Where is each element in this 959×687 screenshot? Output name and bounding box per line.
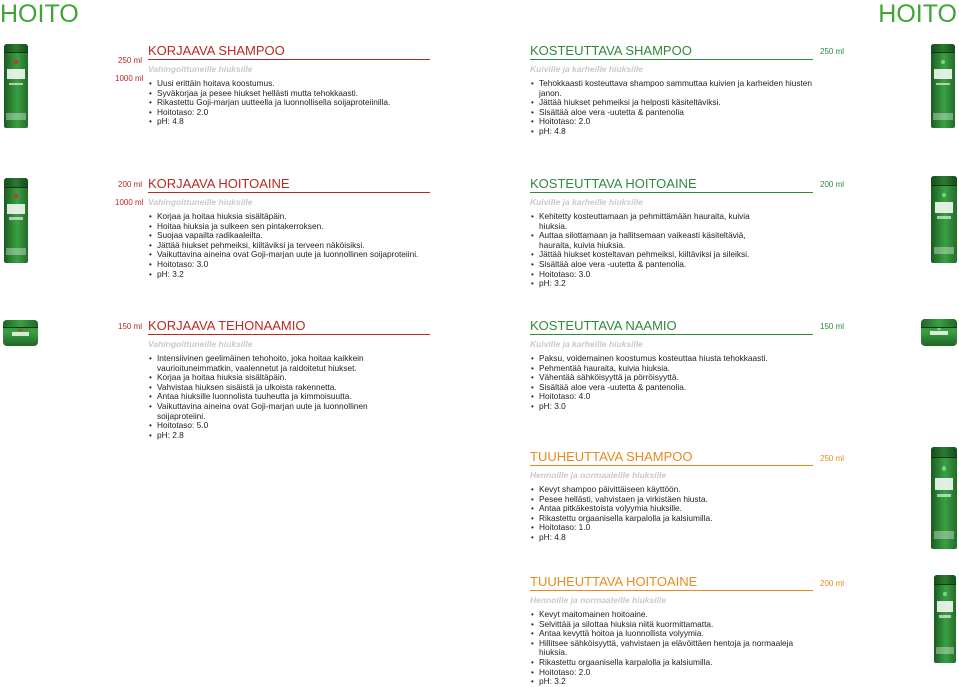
- list-item: • Hoitotaso: 2.0: [530, 668, 820, 678]
- list-item: • Antaa hiuksille luonnolista tuuheutta ja kimmoisuutta.: [148, 392, 418, 402]
- tuuheuttava-shampoo-subtitle: Hennoille ja normaaleille hiuksille: [530, 470, 667, 480]
- list-item: • Jättää hiukset pehmeiksi, kiiltäviksi ja terveen näköisiksi.: [148, 241, 430, 251]
- list-item: • Kevyt maitomainen hoitoaine.: [530, 610, 820, 620]
- list-item: • pH: 4.8: [148, 117, 430, 127]
- list-item: • Tehokkaasti kosteuttava shampoo sammuttaa kuivien ja karheiden hiusten janon.: [530, 79, 813, 98]
- list-item: • Jättää hiukset kosteltavan pehmeiksi, kiiltäviksi ja sileiksi.: [530, 250, 780, 260]
- list-item: • Jättää hiukset pehmeiksi ja helposti käsiteltäviksi.: [530, 98, 813, 108]
- korjaava-shampoo-section: [148, 43, 430, 127]
- list-item: • Intensiivinen geelimäinen tehohoito, joka hoitaa kaikkein vaurioituneimmatkin, vaalennetut ja raidoitetut hiukset.: [148, 354, 418, 373]
- list-item: • Pehmentää hauraita, kuivia hiuksia.: [530, 364, 813, 374]
- korjaava-tehonaamio-section: [148, 318, 430, 440]
- list-item: • Hoitotaso: 2.0: [148, 108, 430, 118]
- list-item: • Pesee hellästi, vahvistaen ja virkistäen hiusta.: [530, 495, 813, 505]
- list-item: • Hoitotaso: 5.0: [148, 421, 418, 431]
- kosteuttava-naamio-subtitle: Kuiville ja karheille hiuksille: [530, 339, 643, 349]
- list-item: • Kevyt shampoo päivittäiseen käyttöön.: [530, 485, 813, 495]
- list-item: • Antaa kevyttä hoitoa ja luonnollista volyymia.: [530, 629, 820, 639]
- list-item: • Hoitotaso: 1.0: [530, 523, 813, 533]
- list-item: • Korjaa ja hoitaa hiuksia sisältäpäin.: [148, 212, 430, 222]
- korjaava-tehonaamio-bullets: [148, 354, 418, 440]
- list-item: • Selvittää ja silottaa hiuksia niitä kuormittamatta.: [530, 620, 820, 630]
- list-item: • pH: 3.0: [530, 402, 813, 412]
- list-item: • Syväkorjaa ja pesee hiukset hellästi mutta tehokkaasti.: [148, 89, 430, 99]
- kosteuttava-naamio-section: [530, 318, 813, 412]
- tuuheuttava-hoitoaine-section: [530, 574, 813, 687]
- kosteuttava-hoitoaine-bottle-image: [931, 176, 957, 263]
- korjaava-hoitoaine-subtitle: Vahingoittuneille hiuksille: [148, 197, 253, 207]
- list-item: • Hoitotaso: 3.0: [530, 270, 780, 280]
- tuuheuttava-shampoo-size-250: 250 ml: [820, 454, 845, 463]
- kosteuttava-hoitoaine-size-200: 200 ml: [820, 180, 845, 189]
- list-item: • Kehitetty kosteuttamaan ja pehmittämään hauraita, kuivia hiuksia.: [530, 212, 780, 231]
- tuuheuttava-hoitoaine-size-200: 200 ml: [820, 579, 845, 588]
- list-item: • Antaa pitkäkestoista volyymia hiuksille.: [530, 504, 813, 514]
- tuuheuttava-shampoo-bottle-image: [931, 447, 957, 549]
- list-item: • Hillitsee sähköisyyttä, vahvistaen ja elävöittäen hentoja ja normaaleja hiuksia.: [530, 639, 820, 658]
- kosteuttava-naamio-size-150: 150 ml: [820, 322, 845, 331]
- korjaava-shampoo-size-1000: 1000 ml: [115, 74, 144, 83]
- list-item: • pH: 3.2: [530, 279, 780, 289]
- korjaava-hoitoaine-section: [148, 176, 430, 279]
- list-item: • Korjaa ja hoitaa hiuksia sisältäpäin.: [148, 373, 418, 383]
- tuuheuttava-shampoo-bullets: [530, 485, 813, 543]
- kosteuttava-shampoo-size-250: 250 ml: [820, 47, 845, 56]
- korjaava-hoitoaine-size-200: 200 ml: [118, 180, 143, 189]
- korjaava-shampoo-subtitle: Vahingoittuneille hiuksille: [148, 64, 253, 74]
- list-item: • Hoitotaso: 3.0: [148, 260, 430, 270]
- kosteuttava-shampoo-section: [530, 43, 813, 137]
- korjaava-hoitoaine-size-1000: 1000 ml: [115, 198, 144, 207]
- korjaava-hoitoaine-bullets: [148, 212, 430, 279]
- list-item: • Uusi erittäin hoitava koostumus.: [148, 79, 430, 89]
- list-item: • Rikastettu orgaanisella karpalolla ja kalsiumilla.: [530, 658, 820, 668]
- kosteuttava-hoitoaine-bullets: [530, 212, 780, 289]
- korjaava-shampoo-size-250: 250 ml: [118, 56, 143, 65]
- kosteuttava-hoitoaine-subtitle: Kuiville ja karheille hiuksille: [530, 197, 643, 207]
- page-heading-right: HOITO: [878, 0, 957, 28]
- korjaava-hoitoaine-title: KORJAAVA HOITOAINE: [148, 176, 430, 193]
- list-item: • Sisältää aloe vera -uutetta & pantenolia: [530, 108, 813, 118]
- korjaava-hoitoaine-bottle-image: [4, 178, 28, 263]
- kosteuttava-shampoo-subtitle: Kuiville ja karheille hiuksille: [530, 64, 643, 74]
- korjaava-tehonaamio-subtitle: Vahingoittuneille hiuksille: [148, 339, 253, 349]
- list-item: • Sisältää aloe vera -uutetta & pantenolia.: [530, 383, 813, 393]
- tuuheuttava-shampoo-title: TUUHEUTTAVA SHAMPOO: [530, 449, 813, 466]
- list-item: • Hoitaa hiuksia ja sulkeen sen pintakerroksen.: [148, 222, 430, 232]
- list-item: • pH: 3.2: [148, 270, 430, 280]
- list-item: • Sisältää aloe vera -uutetta & pantenolia.: [530, 260, 780, 270]
- list-item: • pH: 2.8: [148, 431, 418, 441]
- tuuheuttava-hoitoaine-title: TUUHEUTTAVA HOITOAINE: [530, 574, 813, 591]
- list-item: • Rikastettu orgaanisella karpalolla ja kalsiumilla.: [530, 514, 813, 524]
- korjaava-tehonaamio-jar-image: [3, 320, 38, 346]
- kosteuttava-naamio-jar-image: [921, 319, 957, 346]
- list-item: • Hoitotaso: 2.0: [530, 117, 813, 127]
- korjaava-tehonaamio-size-150: 150 ml: [118, 322, 143, 331]
- list-item: • Vaikuttavina aineina ovat Goji-marjan uute ja luonnollinen soijaproteiini.: [148, 402, 418, 421]
- list-item: • Hoitotaso: 4.0: [530, 392, 813, 402]
- page-heading-left: HOITO: [0, 0, 79, 28]
- list-item: • Paksu, voidemainen koostumus kosteuttaa hiusta tehokkaasti.: [530, 354, 813, 364]
- korjaava-tehonaamio-title: KORJAAVA TEHONAAMIO: [148, 318, 430, 335]
- kosteuttava-naamio-title: KOSTEUTTAVA NAAMIO: [530, 318, 813, 335]
- tuuheuttava-shampoo-section: [530, 449, 813, 543]
- kosteuttava-shampoo-title: KOSTEUTTAVA SHAMPOO: [530, 43, 813, 60]
- kosteuttava-hoitoaine-title: KOSTEUTTAVA HOITOAINE: [530, 176, 813, 193]
- list-item: • pH: 4.8: [530, 127, 813, 137]
- list-item: • Auttaa silottamaan ja hallitsemaan vaikeasti käsiteltäviä, hauraita, kuivia hiuksia.: [530, 231, 780, 250]
- korjaava-shampoo-bullets: [148, 79, 430, 127]
- list-item: • Vaikuttavina aineina ovat Goji-marjan uute ja luonnollinen soijaproteiini.: [148, 250, 430, 260]
- list-item: • Vahvistaa hiuksen sisäistä ja ulkoista rakennetta.: [148, 383, 418, 393]
- list-item: • pH: 4.8: [530, 533, 813, 543]
- list-item: • Rikastettu Goji-marjan uutteella ja luonnollisella soijaproteiinilla.: [148, 98, 430, 108]
- list-item: • Suojaa vapailta radikaaleilta.: [148, 231, 430, 241]
- list-item: • Vähentää sähköisyyttä ja pörröisyyttä.: [530, 373, 813, 383]
- kosteuttava-shampoo-bottle-image: [931, 44, 955, 128]
- kosteuttava-naamio-bullets: [530, 354, 813, 412]
- tuuheuttava-hoitoaine-bottle-image: [934, 575, 956, 663]
- list-item: • pH: 3.2: [530, 677, 820, 687]
- kosteuttava-shampoo-bullets: [530, 79, 813, 137]
- kosteuttava-hoitoaine-section: [530, 176, 813, 289]
- tuuheuttava-hoitoaine-subtitle: Hennoille ja normaaleille hiuksille: [530, 595, 667, 605]
- korjaava-shampoo-bottle-image: [4, 44, 28, 128]
- tuuheuttava-hoitoaine-bullets: [530, 610, 820, 687]
- korjaava-shampoo-title: KORJAAVA SHAMPOO: [148, 43, 430, 60]
